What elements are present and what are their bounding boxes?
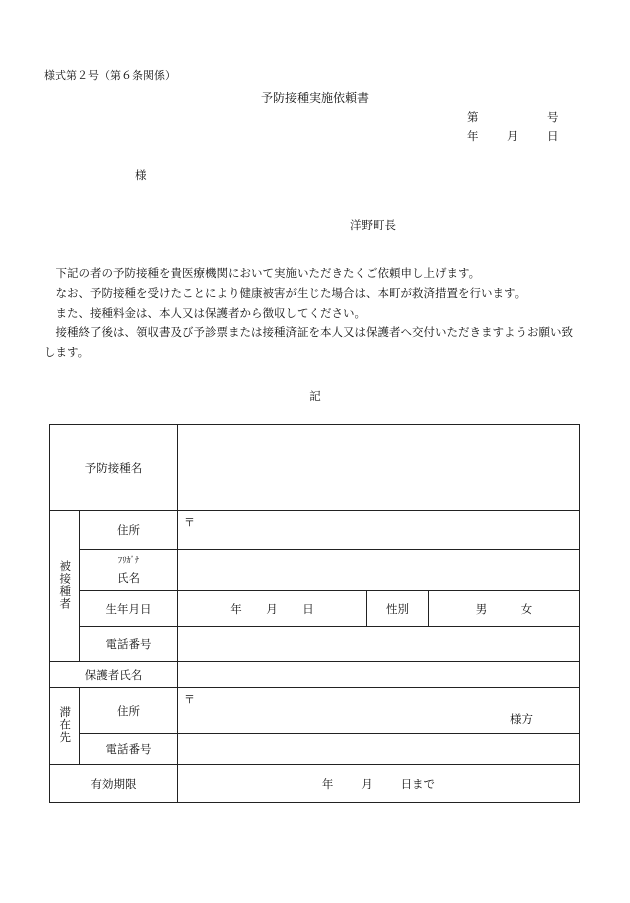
dai-label: 第 xyxy=(467,110,479,124)
expiry-tsuki: 月 xyxy=(361,776,373,791)
guardian-name-field[interactable] xyxy=(178,662,580,688)
expiry-label: 有効期限 xyxy=(50,765,178,803)
body-text xyxy=(44,264,584,363)
stay-address-row xyxy=(50,688,580,734)
furigana-label: ﾌﾘｶﾞﾅ xyxy=(117,556,140,566)
birth-hi: 日 xyxy=(302,601,314,616)
recipient-phone-row xyxy=(50,627,580,662)
guardian-row xyxy=(50,662,580,688)
gou-label: 号 xyxy=(547,110,559,124)
ki-heading: 記 xyxy=(309,389,321,403)
vaccine-name-label: 予防接種名 xyxy=(50,425,178,511)
stay-address-field[interactable] xyxy=(178,688,580,734)
guardian-name-label: 保護者氏名 xyxy=(50,662,178,688)
document-title: 予防接種実施依頼書 xyxy=(260,91,369,105)
name-label: 氏名 xyxy=(117,571,140,585)
expiry-row xyxy=(50,765,580,803)
stay-address-label: 住所 xyxy=(80,688,178,734)
birth-sex-row xyxy=(50,591,580,627)
birth-nen: 年 xyxy=(230,601,242,616)
name-label-cell xyxy=(80,550,178,591)
issuer-name: 洋野町長 xyxy=(350,218,396,232)
request-form-table xyxy=(49,424,580,803)
sex-label: 性別 xyxy=(367,591,429,627)
tsuki-label: 月 xyxy=(507,129,519,143)
birth-tsuki: 月 xyxy=(266,601,278,616)
name-field[interactable] xyxy=(178,550,580,591)
body-paragraph-4: 接種終了後は、領収書及び予診票または接種済証を本人又は保護者へ交付いただきますようお願い致します。 xyxy=(44,325,573,360)
recipient-group-label: 被接種者 xyxy=(50,511,80,662)
body-paragraph-2: なお、予防接種を受けたことにより健康被害が生じた場合は、本町が救済措置を行います。 xyxy=(55,285,527,300)
sama-kata-label: 様方 xyxy=(510,712,534,726)
hi-label: 日 xyxy=(547,129,559,143)
birthdate-field[interactable] xyxy=(178,591,367,627)
postal-mark: 〒 xyxy=(184,516,195,529)
body-paragraph-3: また、接種料金は、本人又は保護者から徴収してください。 xyxy=(55,305,366,320)
sex-field[interactable] xyxy=(429,591,580,627)
body-paragraph-1: 下記の者の予防接種を貴医療機関において実施いただきたくご依頼申し上げます。 xyxy=(55,266,481,280)
recipient-name-row xyxy=(50,550,580,591)
sex-male[interactable]: 男 xyxy=(475,601,488,616)
vaccine-name-field[interactable] xyxy=(178,425,580,511)
addressee-sama: 様 xyxy=(135,168,147,182)
address-label: 住所 xyxy=(80,511,178,550)
stay-phone-row xyxy=(50,734,580,765)
expiry-made: 日まで xyxy=(400,776,436,791)
nen-label: 年 xyxy=(467,129,479,143)
stay-group-label: 滞在先 xyxy=(50,688,80,765)
birthdate-label: 生年月日 xyxy=(80,591,178,627)
phone-label: 電話番号 xyxy=(80,627,178,662)
address-field[interactable] xyxy=(178,511,580,550)
expiry-nen: 年 xyxy=(321,776,334,791)
stay-phone-field[interactable] xyxy=(178,734,580,765)
stay-postal-mark: 〒 xyxy=(184,693,195,706)
vaccine-row xyxy=(50,425,580,511)
stay-phone-label: 電話番号 xyxy=(80,734,178,765)
phone-field[interactable] xyxy=(178,627,580,662)
recipient-address-row xyxy=(50,511,580,550)
sex-female[interactable]: 女 xyxy=(520,601,533,616)
form-number: 様式第２号（第６条関係） xyxy=(44,69,176,82)
expiry-field[interactable] xyxy=(178,765,580,803)
